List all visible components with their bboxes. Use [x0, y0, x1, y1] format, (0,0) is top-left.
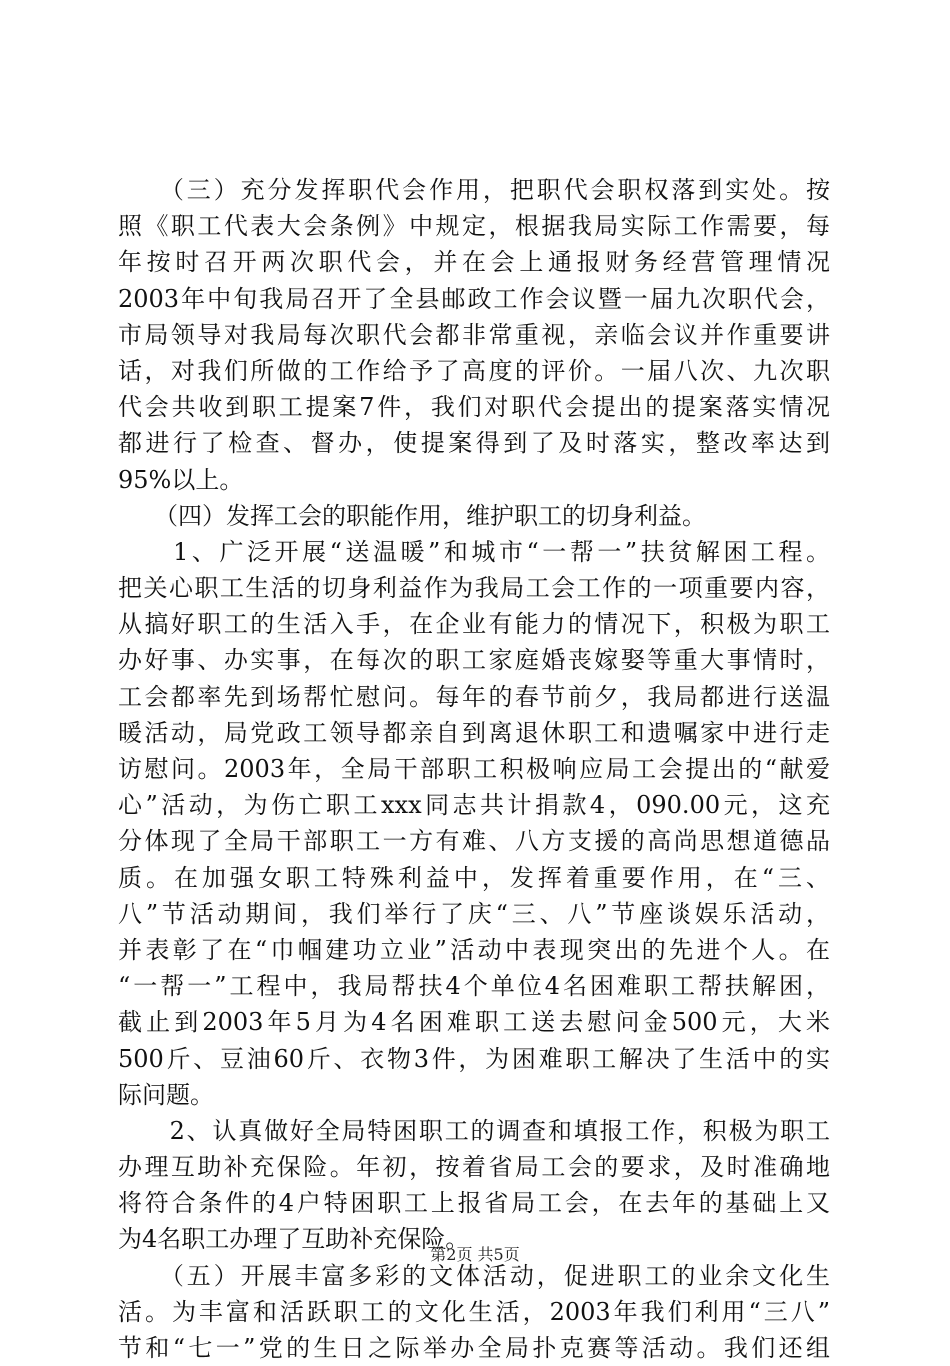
text-line: 截止到2003年5月为4名困难职工送去慰问金500元，大米 [118, 1008, 830, 1037]
text-line: 质。在加强女职工特殊利益中，发挥着重要作用，在“三、 [118, 863, 830, 892]
text-line: 照《职工代表大会条例》中规定，根据我局实际工作需要，每 [118, 212, 830, 241]
text-line: （三）充分发挥职代会作用，把职代会职权落到实处。按 [118, 176, 830, 204]
text-line: 2003年中旬我局召开了全县邮政工作会议暨一届九次职代会， [118, 284, 830, 313]
text-line: 分体现了全局干部职工一方有难、八方支援的高尚思想道德品 [118, 827, 830, 856]
text-line: 市局领导对我局每次职代会都非常重视，亲临会议并作重要讲 [118, 320, 830, 349]
text-line: （四）发挥工会的职能作用，维护职工的切身利益。 [118, 501, 706, 530]
page-footer: 第2页 共5页 [430, 1245, 520, 1264]
text-line: 办好事、办实事，在每次的职工家庭婚丧嫁娶等重大事情时， [118, 646, 830, 675]
text-line: 八”节活动期间，我们举行了庆“三、八”节座谈娱乐活动， [118, 899, 830, 928]
text-line: “一帮一”工程中，我局帮扶4个单位4名困难职工帮扶解困， [118, 972, 830, 1001]
text-line: 并表彰了在“巾帼建功立业”活动中表现突出的先进个人。在 [118, 935, 830, 964]
text-line: 访慰问。2003年，全局干部职工积极响应局工会提出的“献爱 [118, 755, 830, 783]
text-line: 为4名职工办理了互助补充保险。 [118, 1225, 470, 1254]
text-line: 2、认真做好全局特困职工的调查和填报工作，积极为职工 [118, 1116, 830, 1145]
text-line: 话，对我们所做的工作给予了高度的评价。一届八次、九次职 [118, 356, 830, 385]
text-line: 95%以上。 [118, 465, 244, 494]
text-line: 工会都率先到场帮忙慰问。每年的春节前夕，我局都进行送温 [118, 682, 830, 711]
text-line: 心”活动，为伤亡职工xxx同志共计捐款4，090.00元，这充 [118, 791, 830, 820]
text-line: 年按时召开两次职代会，并在会上通报财务经营管理情况 [118, 248, 830, 277]
document-body [118, 172, 830, 1366]
text-line: 代会共收到职工提案7件，我们对职代会提出的提案落实情况 [118, 393, 830, 422]
text-line: 将符合条件的4户特困职工上报省局工会，在去年的基础上又 [118, 1189, 830, 1218]
text-line: 办理互助补充保险。年初，按着省局工会的要求，及时准确地 [118, 1153, 830, 1182]
text-line: 际问题。 [118, 1080, 214, 1109]
text-line: 1、广泛开展“送温暖”和城市“一帮一”扶贫解困工程。 [118, 537, 830, 566]
text-line: 从搞好职工的生活入手，在企业有能力的情况下，积极为职工 [118, 610, 830, 639]
text-line: 把关心职工生活的切身利益作为我局工会工作的一项重要内容， [118, 574, 830, 603]
text-line: 活。为丰富和活跃职工的文化生活，2003年我们利用“三八” [118, 1297, 830, 1326]
text-line: 500斤、豆油60斤、衣物3件，为困难职工解决了生活中的实 [118, 1044, 830, 1073]
text-line: 暖活动，局党政工领导都亲自到离退休职工和遗嘱家中进行走 [118, 718, 830, 747]
text-line: 节和“七一”党的生日之际举办全局扑克赛等活动。我们还组 [118, 1334, 830, 1362]
text-line: （五）开展丰富多彩的文体活动，促进职工的业余文化生 [118, 1261, 830, 1290]
text-line: 都进行了检查、督办，使提案得到了及时落实，整改率达到 [118, 429, 830, 458]
